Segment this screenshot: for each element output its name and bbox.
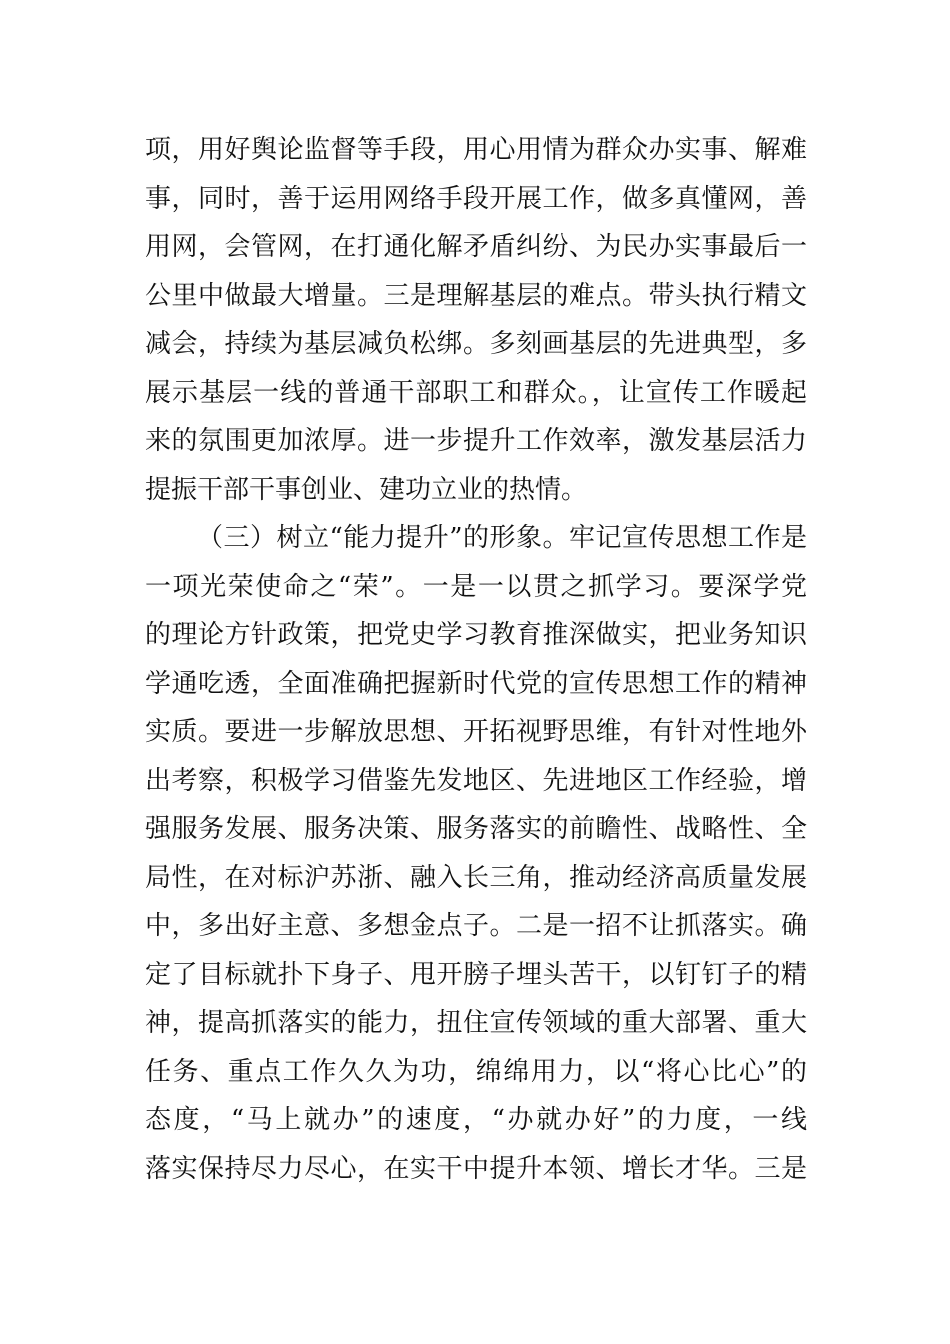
text-line: 强服务发展、服务决策、服务落实的前瞻性、战略性、全 [145,814,807,844]
text-line: 用网，会管网，在打通化解矛盾纠纷、为民办实事最后一 [145,232,807,262]
text-line: 事，同时，善于运用网络手段开展工作，做多真懂网，善 [145,183,807,214]
text-line: 落实保持尽力尽心，在实干中提升本领、增长才华。三是 [145,1153,807,1184]
text-line: 展示基层一线的普通干部职工和群众。，让宣传工作暖起 [145,377,807,408]
text-line: （三）树立“能力提升”的形象。牢记宣传思想工作是 [197,523,807,553]
text-line: 定了目标就扑下身子、甩开膀子埋头苦干，以钉钉子的精 [145,959,807,990]
text-line: 出考察，积极学习借鉴先发地区、先进地区工作经验，增 [145,765,807,796]
text-line: 一项光荣使命之“荣”。一是一以贯之抓学习。要深学党 [145,571,807,602]
text-line: 来的氛围更加浓厚。进一步提升工作效率，激发基层活力 [145,426,807,456]
text-line: 学通吃透，全面准确把握新时代党的宣传思想工作的精神 [145,668,807,699]
text-line: 局性，在对标沪苏浙、融入长三角，推动经济高质量发展 [145,862,807,893]
text-line: 公里中做最大增量。三是理解基层的难点。带头执行精文 [145,280,807,311]
paragraph-1 [145,126,807,514]
text-line: 提振干部干事创业、建功立业的热情。 [145,474,588,505]
text-line: 神，提高抓落实的能力，扭住宣传领域的重大部署、重大 [145,1008,807,1038]
text-line: 项，用好舆论监督等手段，用心用情为群众办实事、解难 [145,135,807,165]
text-line: 任务、重点工作久久为功，绵绵用力，以“将心比心”的 [145,1056,807,1087]
text-line: 实质。要进一步解放思想、开拓视野思维，有针对性地外 [145,717,807,747]
text-line: 中，多出好主意、多想金点子。二是一招不让抓落实。确 [145,911,807,941]
paragraph-2 [145,514,807,1193]
text-line: 态度，“马上就办”的速度，“办就办好”的力度，一线 [145,1105,807,1135]
body-text [145,126,807,1193]
text-line: 减会，持续为基层减负松绑。多刻画基层的先进典型，多 [145,329,807,359]
text-line: 的理论方针政策，把党史学习教育推深做实，把业务知识 [145,620,807,650]
